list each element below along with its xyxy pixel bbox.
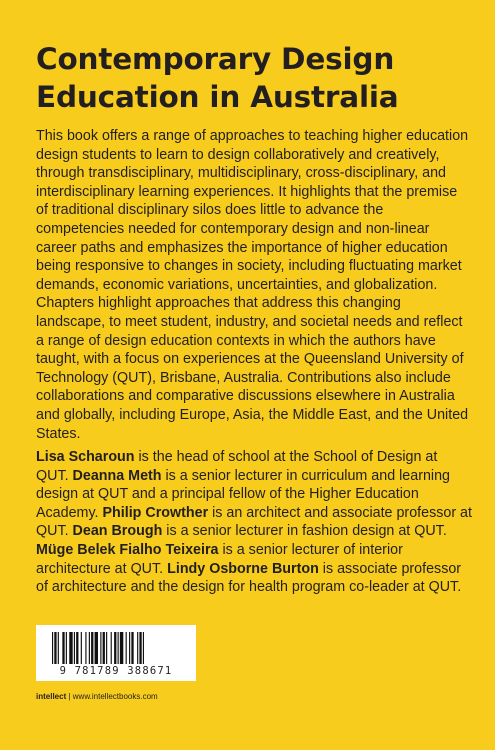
author-bio-text: is the head of school at the School of Design at QUT.: [36, 449, 438, 484]
publisher-separator: |: [66, 692, 73, 701]
book-description: This book offers a range of approaches to teaching higher education design students to learn to design collaboratively and creatively, through transdisciplinary, multidisciplinary, cross-disciplinary, and interdisciplinary learning experiences. It highlights that the premise of traditional disciplinary silos does little to advance the competencies needed for contemporary design and non-linear career paths and emphasizes the importance of higher education being responsive to changes in society, including fluctuating market demands, economic variations, uncertainties, and globalization. Chapters highlight approaches that address this changing landscape, to meet student, industry, and societal needs and reflect a range of design education contexts in which the authors have taught, with a focus on experiences at the Queensland University of Technology (QUT), Brisbane, Australia. Contributions also include collaborations and comparative discussions elsewhere in Australia and globally, including Europe, Asia, the Middle East, and the United States.: [36, 128, 469, 442]
author-bio-text: is a senior lecturer in fashion design at QUT.: [162, 523, 447, 540]
author-bio-text: is a senior lecturer of interior architecture at QUT.: [36, 541, 403, 577]
publisher-url: www.intellectbooks.com: [72, 692, 158, 701]
author-name: Lindy Osborne Burton: [167, 560, 319, 577]
author-name: Dean Brough: [72, 523, 163, 540]
title-line-2: Education in Australia: [36, 80, 399, 114]
isbn-barcode: [36, 625, 196, 681]
isbn-number: 9 781789 388671: [59, 665, 173, 677]
author-name: Philip Crowther: [102, 504, 209, 521]
book-title: [36, 40, 476, 116]
author-name: Deanna Meth: [72, 467, 162, 484]
author-name: Lisa Scharoun: [36, 449, 135, 465]
author-bios: [36, 448, 472, 597]
author-bio-text: is a senior lecturer in curriculum and learning design at QUT and a principal fellow of the Higher Education Academy.: [36, 467, 450, 521]
title-line-1: Contemporary Design: [36, 42, 395, 76]
author-name: Müge Belek Fialho Teixeira: [36, 541, 219, 558]
publisher-line: [36, 692, 158, 701]
publisher-name: intellect: [36, 692, 67, 701]
author-bio-text: is an architect and associate professor at QUT.: [36, 504, 472, 540]
author-bio-text: is associate professor of architecture and the design for health program co-leader at QUT.: [36, 560, 462, 596]
barcode-bars: [52, 632, 180, 664]
